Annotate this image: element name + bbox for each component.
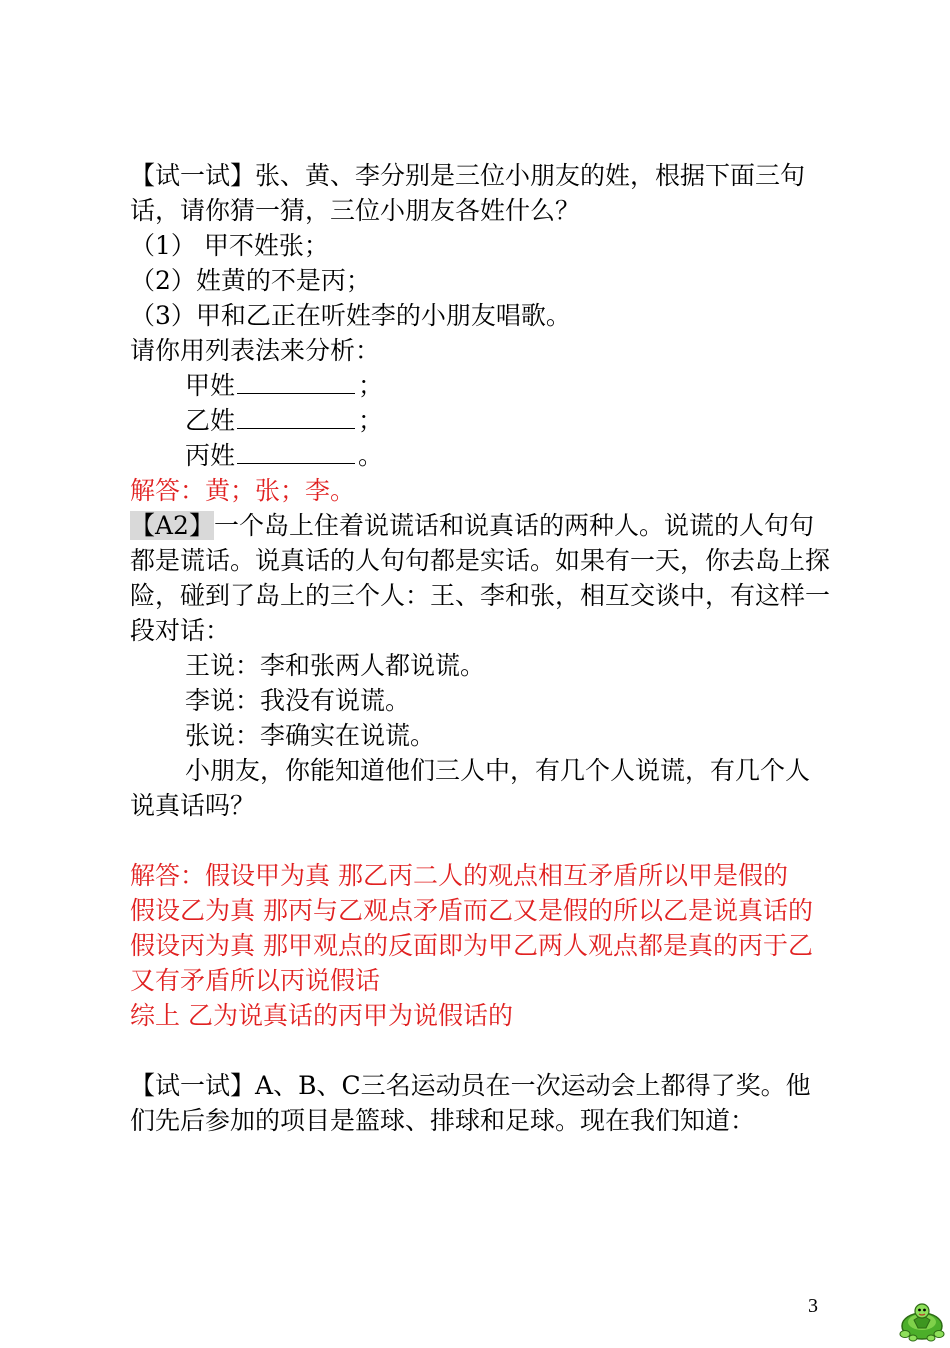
problem1-condition: （2）姓黄的不是丙； (130, 266, 371, 295)
blank-label: 乙姓 (185, 406, 236, 435)
problem2-text: 一个岛上住着说谎话和说真话的两种人。说谎的人句句都是谎话。说真话的人句句都是实话。如果有一天，你去岛上探险，碰到了岛上的三个人：王、李和张，相互交谈中，有这样一段对话： (130, 511, 831, 645)
problem1-condition: （1） 甲不姓张； (130, 231, 329, 260)
dialogue-line: 张说：李确实在说谎。 (185, 721, 436, 750)
blank-end: ； (358, 406, 384, 435)
spacer (130, 1033, 830, 1068)
blank-label: 甲姓 (185, 371, 236, 400)
blank-line-yi (130, 403, 830, 438)
problem2-answer-line: 综上 乙为说真话的丙甲为说假话的 (130, 1001, 513, 1030)
blank-line-jia (130, 368, 830, 403)
problem1-answer: 解答：黄；张；李。 (130, 476, 356, 505)
problem1-statement (130, 158, 830, 228)
problem3-statement (130, 1068, 830, 1138)
problem1-instruction: 请你用列表法来分析： (130, 336, 381, 365)
blank-end: 。 (358, 441, 384, 470)
blank-end: ； (358, 371, 384, 400)
blank-label: 丙姓 (185, 441, 236, 470)
problem3-label: 【试一试】 (130, 1071, 256, 1100)
problem2-question: 小朋友，你能知道他们三人中，有几个人说谎，有几个人说真话吗？ (130, 756, 811, 820)
answer-blank (237, 404, 355, 429)
problem2-statement (130, 508, 830, 648)
problem2-label: 【A2】 (130, 511, 214, 540)
page-content (130, 158, 830, 1138)
answer-blank (237, 369, 355, 394)
problem2-answer-line: 解答：假设甲为真 那乙丙二人的观点相互矛盾所以甲是假的 (130, 861, 788, 890)
page-number: 3 (808, 1295, 818, 1317)
problem2-answer-line: 假设乙为真 那丙与乙观点矛盾而乙又是假的所以乙是说真话的 (130, 896, 813, 925)
problem1-condition: （3）甲和乙正在听姓李的小朋友唱歌。 (130, 301, 571, 330)
problem2-answer-line: 假设丙为真 那甲观点的反面即为甲乙两人观点都是真的丙于乙又有矛盾所以丙说假话 (130, 931, 813, 995)
blank-line-bing (130, 438, 830, 473)
dialogue-line: 李说：我没有说谎。 (185, 686, 411, 715)
turtle-icon (896, 1300, 948, 1348)
problem1-text: 张、黄、李分别是三位小朋友的姓，根据下面三句话，请你猜一猜，三位小朋友各姓什么？ (130, 161, 806, 225)
dialogue-line: 王说：李和张两人都说谎。 (185, 651, 486, 680)
problem1-label: 【试一试】 (130, 161, 256, 190)
spacer (130, 823, 830, 858)
problem3-text: A、B、C三名运动员在一次运动会上都得了奖。他们先后参加的项目是篮球、排球和足球。现在我们知道： (130, 1071, 811, 1135)
answer-blank (237, 439, 355, 464)
